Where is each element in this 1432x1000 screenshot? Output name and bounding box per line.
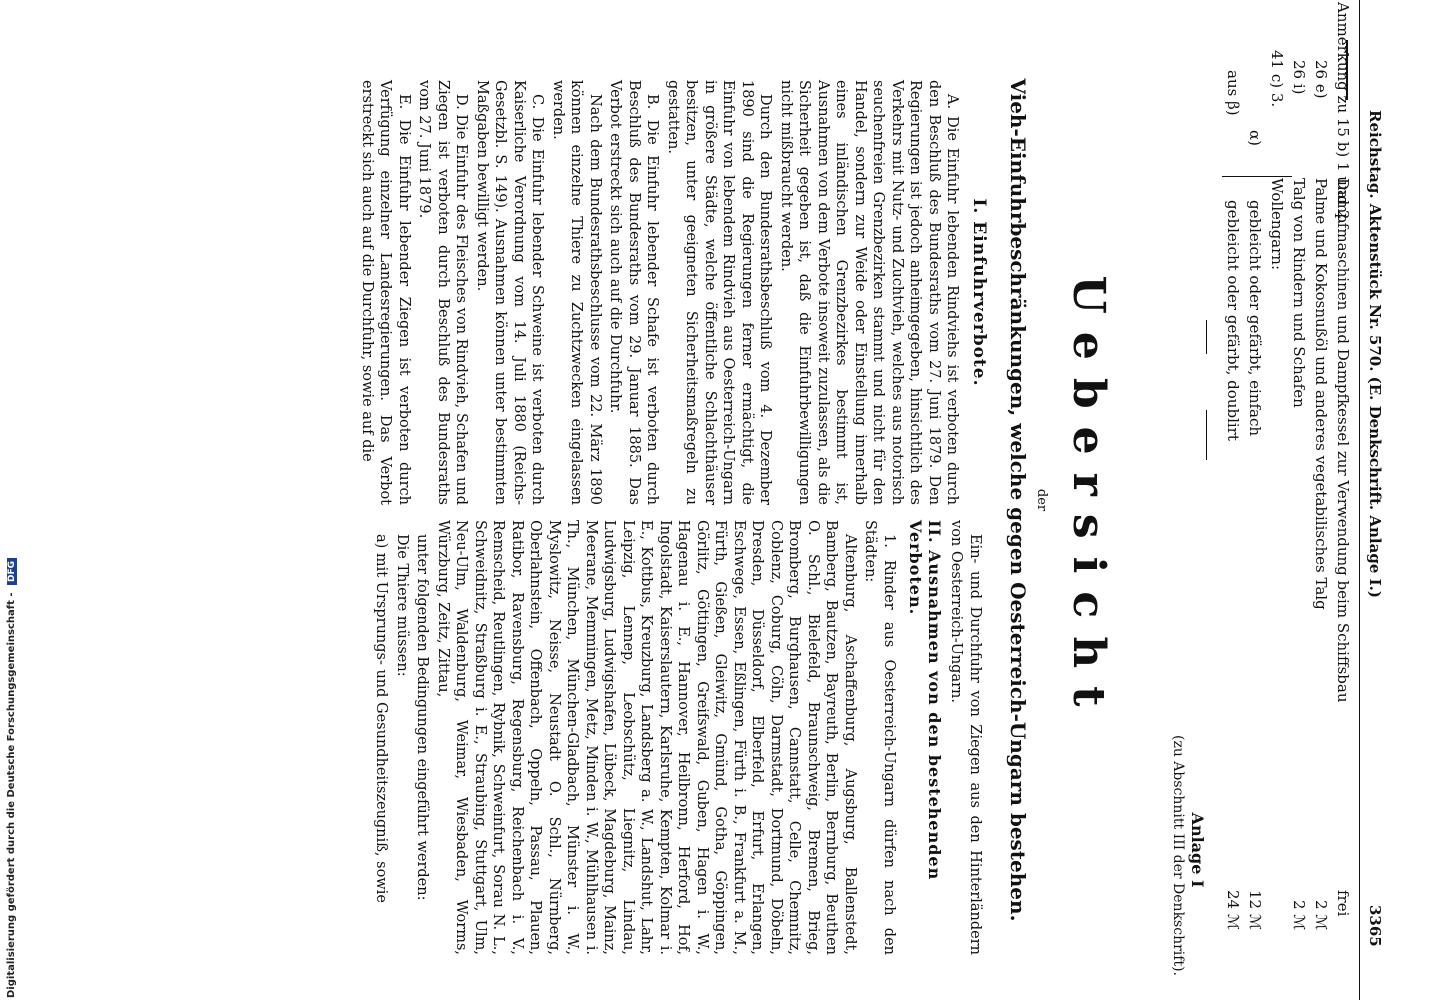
header-rule (1359, 0, 1360, 1000)
paragraph: 1. Rinder aus Oesterreich-Ungarn dürfen nach den Städten: (862, 520, 897, 955)
tariff-ref: 26 e) (1312, 60, 1330, 99)
paragraph: unter folgenden Bedingungen eingeführt werden: (414, 534, 431, 901)
tariff-ref: 41 c) 3. (1268, 50, 1286, 108)
tariff-ref: aus β) (1224, 70, 1242, 116)
tariff-value: 24 ℳ (1224, 890, 1242, 930)
dfg-logo: DFG (7, 558, 17, 585)
tariff-ref: 26 i) (1290, 60, 1308, 95)
paragraph: a) mit Ursprungs- und Gesundheitszeugniß, sowie (373, 534, 390, 903)
paragraph: Nach dem Bundesrathsbeschlusse vom 22. März 1890 können einzelne Thiere zu Zuchtzwecken eingelassen werden. (550, 80, 603, 505)
tariff-text: Wollengarn: (1268, 178, 1286, 270)
tariff-text: Dampfmaschinen und Dampfkessel zur Verwendung beim Schiffsbau (1334, 178, 1352, 703)
subtitle: Vieh-Einfuhrbeschränkungen, welche gegen Oesterreich-Ungarn bestehen. (1006, 78, 1030, 922)
tariff-row (1244, 0, 1266, 1000)
left-column (356, 80, 993, 505)
tariff-text: gebleicht oder gefärbt, doublirt (1224, 200, 1242, 441)
tariff-row (1288, 0, 1310, 1000)
paragraph: B. Die Einfuhr lebender Schafe ist verboten durch Beschluß des Bundesraths vom 29. Januar 1885. Das Verbot erstreckt sich auch auf die Durchfuhr. (607, 80, 661, 505)
paragraph: E. Die Einfuhr lebender Ziegen ist verboten durch Verfügung einzelner Landesregierungen. Das Verbot erstreckt sich auch auf die Durchfuhr, sowie auf die (359, 80, 412, 505)
annex-subtitle: (zu Abschnitt III der Denkschrift). (1170, 735, 1186, 976)
paragraph: D. Die Einfuhr des Fleisches von Rindvieh, Schafen und Ziegen ist verboten durch Beschluß des Bundesraths vom 27. Juni 1879. (416, 80, 470, 505)
tariff-row (1222, 0, 1244, 1000)
tariff-row (1266, 0, 1288, 1000)
annex-title: Anlage I (1188, 812, 1207, 888)
tariff-value: frei (1334, 890, 1352, 917)
paragraph: Durch den Bundesrathsbeschluß vom 4. Dezember 1890 sind die Regierungen ferner ermächtigt, die Einfuhr von lebendem Rindvieh aus Oesterreich-Ungarn in größere Städte, welche öffentliche Schlachthäuser besitzen, unter geeigneten Sicherheitsmaßregeln zu gestatten. (665, 80, 774, 505)
tariff-value: 2 ℳ (1290, 900, 1308, 931)
paragraph: A. Die Einfuhr lebenden Rindviehs ist verboten durch den Beschluß des Bundesraths vom 27. Juni 1879. Den Regierungen ist jedoch anheimgegeben, hinsichtlich des Verkehrs mit Nutz- und Zuchtvieh, welches aus notorisch seuchenfreien Grenzbezirken stammt und nicht für den Handel, sondern zur Weide oder Einstellung innerhalb eines inländischen Grenzbezirkes bestimmt ist, Ausnahmen von dem Verbote insoweit zuzulassen, als die Sicherheit gegeben ist, daß die Einfuhrbewilligungen nicht mißbraucht werden. (778, 80, 961, 505)
tariff-text: Talg von Rindern und Schafen (1290, 178, 1308, 408)
footer-text: Digitalisierung gefördert durch die Deutsche Forschungsgemeinschaft - (6, 592, 17, 998)
title-connector: der (1034, 488, 1049, 512)
tariff-text: Palme und Kokosnußöl und anderes vegetabilisches Talg (1312, 178, 1330, 610)
tariff-row (1310, 0, 1332, 1000)
right-column (370, 520, 984, 955)
city-list: Altenburg, Aschaffenburg, Augsburg, Ballenstedt, Bamberg, Bautzen, Bayreuth, Berlin, Bernburg, Beuthen O. Schl., Bielefeld, Braunschweig, Bremen, Brieg, Bromberg, Burghausen, Cannstatt, Celle, Chemnitz, Coblenz, Coburg, Cöln, Darmstadt, Dortmund, Döbeln, Dresden, Düsseldorf, Elberfeld, Erfurt, Erlangen, Eschwege, Essen, Eßlingen, Fürth i. B., Frankfurt a. M., Fürth, Gießen, Gleiwitz, Gmünd, Gotha, Göppingen, Görlitz, Göttingen, Greifswald, Guben, Hagen i. W., Hagenau i. E., Hannover, Heilbronn, Herford, Hof, Ingolstadt, Kaiserslautern, Karlsruhe, Kempten, Kolmar i. E., Kottbus, Kreuzburg, Landsberg a. W., Landshut, Lahr, Leipzig, Lennep, Leobschütz, Liegnitz, Lindau, Ludwigsburg, Ludwigshafen, Lübeck, Magdeburg, Mainz, Meerane, Memmingen, Metz, Minden i. W., Mühlhausen i. Th., München, München-Gladbach, Münster i. W., Myslowitz, Neisse, Neustadt O. Schl., Nürnberg, Oberlahnstein, Offenbach, Oppeln, Passau, Plauen, Ratibor, Ravensburg, Regensburg, Reichenbach i. V., Remscheid, Reutlingen, Rybnik, Schweinfurt, Sorau N. L., Schweidnitz, Straßburg i. E., Straubing, Stuttgart, Ulm, Neu-Ulm, Waldenburg, Weimar, Wiesbaden, Worms, Würzburg, Zeitz, Zittau, (435, 520, 858, 955)
tariff-ref: Anmerkung zu 15 b) 1 und 2. (1334, 2, 1352, 225)
paragraph: C. Die Einfuhr lebender Schweine ist verboten durch Kaiserliche Verordnung vom 14. Juli 1880 (Reichs-Gesetzbl. S. 149). Ausnahmen können unter bestimmten Maßgaben bewilligt werden. (474, 80, 546, 505)
tariff-value: 2 ℳ (1312, 900, 1330, 931)
tariff-table (1222, 0, 1354, 1000)
short-rule (1206, 410, 1207, 460)
section2-heading: II. Ausnahmen von den bestehenden Verboten. (906, 520, 944, 881)
main-title: Uebersicht (1063, 275, 1114, 725)
running-head: Reichstag. Aktenstück Nr. 570. (E. Denkschrift. Anlage I.) (1366, 110, 1384, 598)
paragraph: Ein- und Durchfuhr von Ziegen aus den Hinterländern von Oesterreich-Ungarn. (948, 520, 983, 955)
column-divider (1222, 176, 1292, 177)
section1-heading: I. Einfuhrverbote. (969, 198, 989, 387)
page-number: 3365 (1366, 905, 1384, 947)
short-rule (1206, 320, 1207, 354)
tariff-value: 12 ℳ (1246, 890, 1264, 930)
paragraph: Die Thiere müssen: (394, 534, 410, 677)
tariff-ref: α) (1246, 130, 1264, 146)
digitization-footer (6, 558, 17, 998)
tariff-text: gebleicht oder gefärbt, einfach (1246, 200, 1264, 437)
tariff-row (1332, 0, 1354, 1000)
